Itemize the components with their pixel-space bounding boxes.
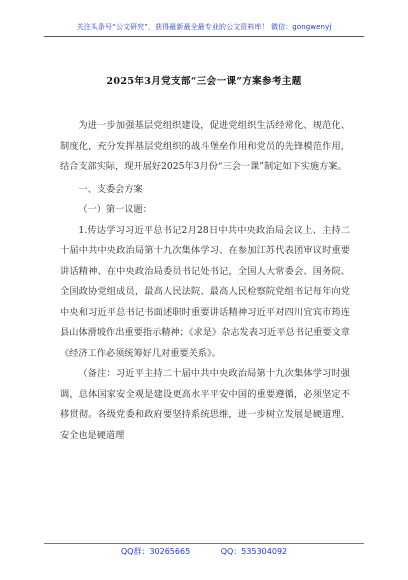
intro-paragraph: 为进一步加强基层党组织建设，促进党组织生活经常化、规范化、制度化，充分发挥基层党组织的战斗堡垒作用和党员的先锋模范作用，结合支部实际，现开展好2025年3月份“三会一课”制定如下实施方案。	[60, 120, 350, 172]
header-divider	[44, 36, 364, 37]
body-paragraph: 1.传达学习习近平总书记2月28日中共中央政治局会议上、主持二十届中共中央政治局第十九次集体学习、在参加江苏代表团审议时重要讲话精神、在中央政治局委员书记处书记，全国人大常委会、国务院、全国政协党组成员，最高人民法院、最高人民检察院党组书记每年向党中央和习近平总书记书面述职时重要讲话精神习近平对四川宜宾市筠连县山体滑坡作出重要指示精神；《求是》杂志发表习近平总书记重要文章《经济工作必须统筹好几对重要关系》。	[60, 224, 350, 359]
document-title: 2025年3月党支部“三会一课”方案参考主题	[106, 76, 302, 87]
footer-contact	[0, 546, 408, 557]
header-banner: 关注头条号“公文研究”，获得最新最全最专业的公文资料库！ 微信：gongwenyj	[76, 23, 332, 31]
subsection-heading: （一）第一议题：	[78, 204, 152, 215]
footer-qq-group: QQ群：30265665	[120, 547, 191, 556]
section-heading: 一、支委会方案	[78, 183, 143, 195]
footer-divider	[44, 543, 364, 544]
footer-qq: QQ：535304092	[220, 547, 288, 556]
note-paragraph: （备注：习近平主持二十届中共中央政治局第十九次集体学习时强调，总体国家安全观是建设更高水平平安中国的重要遵循，必须坚定不移贯彻。各级党委和政府要坚持系统思维，进一步树立发展是硬道理、安全也是硬道理	[60, 368, 350, 441]
document-body	[60, 116, 350, 446]
